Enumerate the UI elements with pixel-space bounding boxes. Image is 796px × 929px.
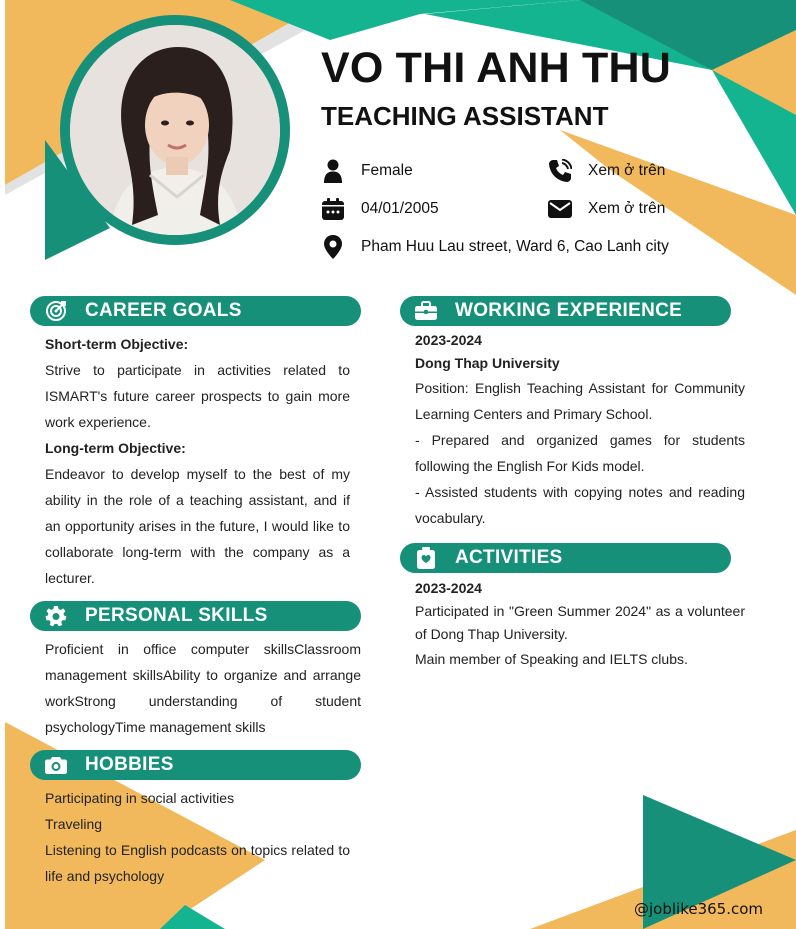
profile-photo bbox=[70, 25, 280, 235]
hobby-item: Traveling bbox=[45, 816, 103, 832]
info-phone bbox=[548, 159, 665, 183]
hobby-item: Participating in social activities bbox=[45, 790, 235, 806]
hobbies-title: HOBBIES bbox=[85, 754, 174, 775]
calendar-icon bbox=[321, 197, 345, 221]
location-pin-icon bbox=[321, 235, 345, 259]
experience-position: Position: English Teaching Assistant for Community Learning Centers and Primary School. bbox=[415, 380, 745, 422]
personal-skills-text: Proficient in office computer skillsClassroom management skillsAbility to organize and arrange workStrong understanding of student psychologyTime management skills bbox=[45, 641, 361, 735]
long-term-label: Long-term Objective: bbox=[45, 440, 186, 456]
activities-heading bbox=[400, 543, 731, 573]
phone-icon bbox=[548, 159, 572, 183]
birthdate-value: 04/01/2005 bbox=[361, 200, 439, 217]
working-experience-content bbox=[415, 329, 745, 531]
experience-duty: - Prepared and organized games for students following the English For Kids model. bbox=[415, 432, 745, 474]
career-goals-heading bbox=[30, 296, 361, 326]
experience-duty: - Assisted students with copying notes and reading vocabulary. bbox=[415, 484, 745, 526]
hobbies-content bbox=[45, 785, 350, 889]
avatar-illustration bbox=[70, 25, 280, 235]
career-goals-title: CAREER GOALS bbox=[85, 300, 242, 321]
experience-period: 2023-2024 bbox=[415, 332, 482, 348]
activities-content bbox=[415, 577, 745, 671]
short-term-label: Short-term Objective: bbox=[45, 336, 189, 352]
hobby-item: Listening to English podcasts on topics related to life and psychology bbox=[45, 842, 350, 884]
personal-skills-heading bbox=[30, 601, 361, 631]
job-title: TEACHING ASSISTANT bbox=[321, 101, 609, 131]
address-value: Pham Huu Lau street, Ward 6, Cao Lanh city bbox=[361, 238, 669, 255]
briefcase-icon bbox=[414, 299, 438, 323]
hobbies-heading bbox=[30, 750, 361, 780]
info-birthdate bbox=[321, 197, 439, 221]
activities-title: ACTIVITIES bbox=[455, 547, 563, 568]
info-email bbox=[548, 197, 665, 221]
experience-organization: Dong Thap University bbox=[415, 355, 560, 371]
phone-value: Xem ở trên bbox=[588, 162, 666, 179]
full-name: VO THI ANH THU bbox=[321, 44, 671, 92]
working-experience-heading bbox=[400, 296, 731, 326]
person-icon bbox=[321, 159, 345, 183]
watermark-text: @joblike365.com bbox=[634, 900, 764, 918]
target-icon bbox=[44, 299, 68, 323]
short-term-text: Strive to participate in activities related to ISMART's future career prospects to gain more work experience. bbox=[45, 362, 350, 430]
career-goals-content bbox=[45, 331, 350, 591]
activity-item: Participated in "Green Summer 2024" as a volunteer of Dong Thap University. bbox=[415, 603, 745, 642]
info-address bbox=[321, 235, 669, 259]
email-value: Xem ở trên bbox=[588, 200, 666, 217]
working-experience-title: WORKING EXPERIENCE bbox=[455, 300, 683, 321]
envelope-icon bbox=[548, 197, 572, 221]
activity-item: Main member of Speaking and IELTS clubs. bbox=[415, 651, 688, 667]
personal-skills-title: PERSONAL SKILLS bbox=[85, 605, 268, 626]
info-gender bbox=[321, 159, 413, 183]
badge-icon bbox=[414, 546, 438, 570]
gear-icon bbox=[44, 604, 68, 628]
activities-period: 2023-2024 bbox=[415, 580, 482, 596]
camera-icon bbox=[44, 753, 68, 777]
gender-value: Female bbox=[361, 162, 413, 179]
personal-skills-content bbox=[45, 636, 361, 740]
long-term-text: Endeavor to develop myself to the best of my ability in the role of a teaching assistant, and if an opportunity arises in the future, I would like to collaborate long-term with the company as a lecturer. bbox=[45, 466, 350, 586]
